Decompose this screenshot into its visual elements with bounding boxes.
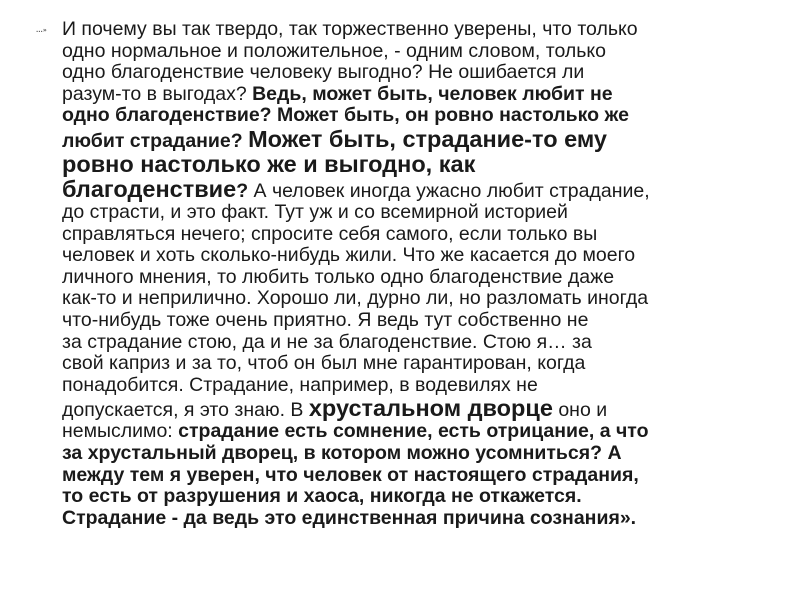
- quote-line: [62, 62, 752, 84]
- quote-text: понадобится. Страдание, например, в водевилях не: [62, 373, 538, 396]
- emphasis-text: ?: [236, 179, 254, 202]
- quote-line: [62, 84, 752, 106]
- emphasis-text: страдание есть сомнение, есть отрицание, а что: [178, 420, 649, 443]
- quote-line: [62, 421, 752, 443]
- emphasis-text: Страдание - да ведь это единственная причина сознания».: [62, 506, 637, 529]
- quote-line: [62, 396, 752, 421]
- emphasis-large-text: ровно настолько же и выгодно, как: [62, 150, 476, 177]
- quote-line: [62, 465, 752, 487]
- quote-text: личного мнения, то любить только одно благоденствие даже: [62, 265, 615, 288]
- quote-line: [62, 508, 752, 530]
- quote-line: [62, 288, 752, 310]
- quote-text: справляться нечего; спросите себя самого, если только вы: [62, 222, 598, 245]
- emphasis-text: Ведь, может быть, человек любит не: [252, 82, 613, 105]
- quote-line: [62, 202, 752, 224]
- emphasis-text: одно благоденствие? Может быть, он ровно настолько же: [62, 104, 629, 127]
- quote-text: что-нибудь тоже очень приятно. Я ведь тут собственно не: [62, 308, 589, 331]
- emphasis-large-text: благоденствие: [62, 175, 237, 202]
- quote-line: [62, 310, 752, 332]
- quote-text: как-то и неприлично. Хорошо ли, дурно ли, но разломать иногда: [62, 287, 649, 310]
- quote-line: [62, 353, 752, 375]
- emphasis-large-text: хрустальном дворце: [308, 395, 553, 422]
- quote-text: свой каприз и за то, чтоб он был мне гарантирован, когда: [62, 352, 586, 375]
- bullet-marker: ...»: [36, 27, 47, 34]
- quote-line: [62, 105, 752, 127]
- quote-line: [62, 443, 752, 465]
- quote-line: [62, 486, 752, 508]
- quote-text: человек и хоть сколько-нибудь жили. Что же касается до моего: [62, 244, 636, 267]
- emphasis-text: любит страдание?: [62, 129, 249, 152]
- quote-text: оно и: [552, 399, 608, 422]
- emphasis-text: за хрустальный дворец, в котором можно усомниться? А: [62, 441, 622, 464]
- emphasis-text: то есть от разрушения и хаоса, никогда не откажется.: [62, 485, 582, 508]
- quote-line: [62, 19, 752, 41]
- quote-text: разум-то в выгодах?: [62, 82, 253, 105]
- quote-line: [62, 177, 752, 202]
- quote-text: И почему вы так твердо, так торжественно уверены, что только: [62, 18, 638, 40]
- quote-text: до страсти, и это факт. Тут уж и со всемирной историей: [62, 200, 568, 223]
- quote-text: немыслимо:: [62, 420, 179, 443]
- emphasis-large-text: Может быть, страдание-то ему: [248, 125, 607, 152]
- quote-line: [62, 224, 752, 246]
- quote-line: [62, 152, 752, 177]
- quote-line: [62, 267, 752, 289]
- quote-line: [62, 245, 752, 267]
- quote-line: [62, 41, 752, 63]
- quote-line: [62, 375, 752, 397]
- quote-line: [62, 127, 752, 152]
- quote-text: за страдание стою, да и не за благоденствие. Стою я… за: [62, 330, 592, 353]
- quote-text: допускается, я это знаю. В: [62, 399, 309, 422]
- quote-text: одно нормальное и положительное, - одним словом, только: [62, 39, 607, 62]
- quote-text-block: [62, 19, 752, 529]
- emphasis-text: между тем я уверен, что человек от настоящего страдания,: [62, 463, 639, 486]
- quote-line: [62, 332, 752, 354]
- quote-text: одно благоденствие человеку выгодно? Не ошибается ли: [62, 61, 585, 84]
- quote-text: А человек иногда ужасно любит страдание,: [253, 179, 650, 202]
